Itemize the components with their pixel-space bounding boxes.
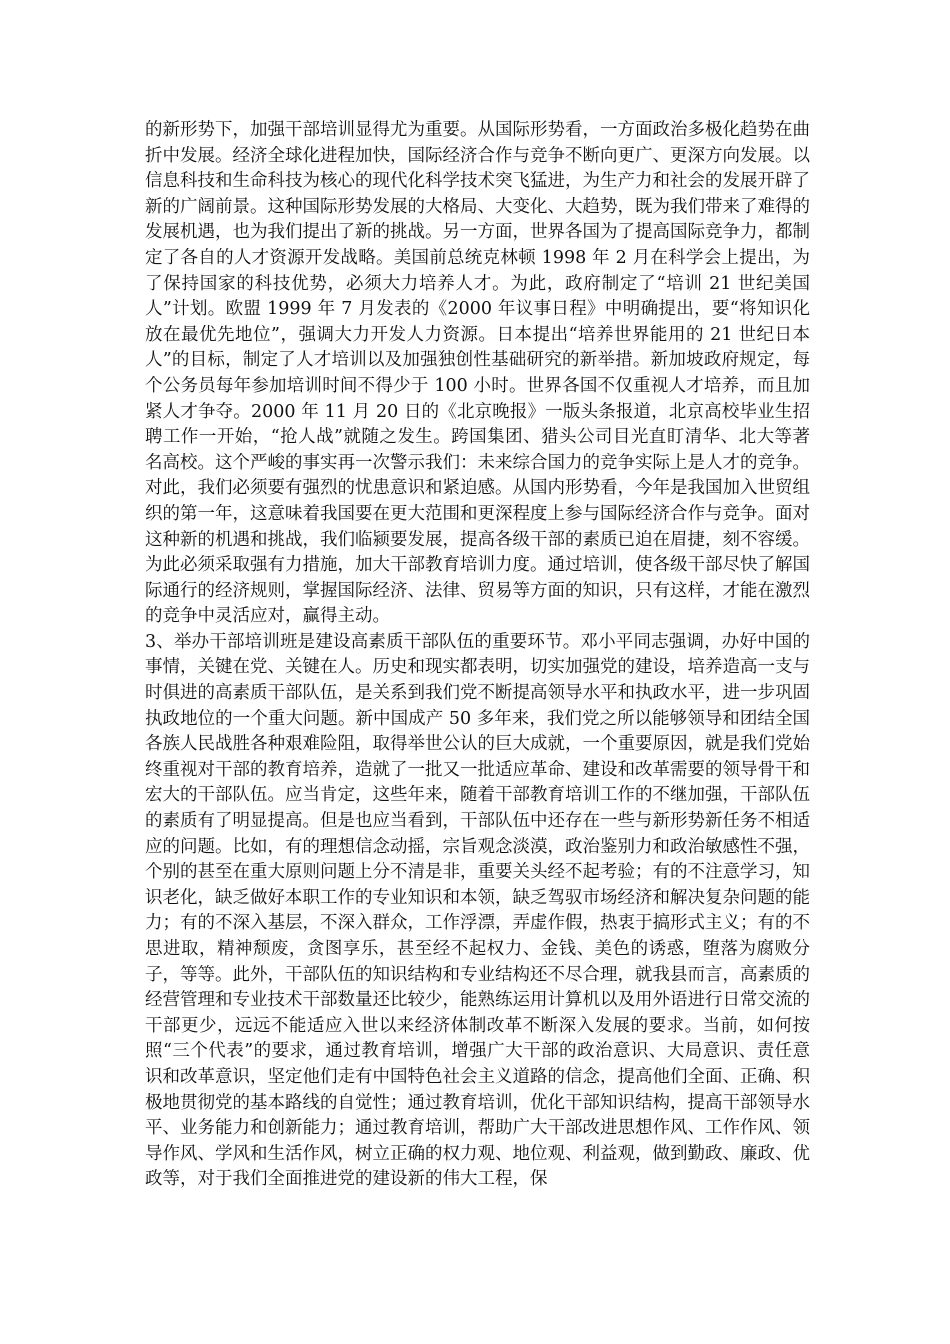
paragraph-international-situation: 的新形势下，加强干部培训显得尤为重要。从国际形势看，一方面政治多极化趋势在曲折中发展。经济全球化进程加快，国际经济合作与竞争不断向更广、更深方向发展。以信息科技和生命科技为核心的现代化科学技术突飞猛进，为生产力和社会的发展开辟了新的广阔前景。这种国际形势发展的大格局、大变化、大趋势，既为我们带来了难得的发展机遇，也为我们提出了新的挑战。另一方面，世界各国为了提高国际竞争力，都制定了各自的人才资源开发战略。美国前总统克林顿 1998 年 2 月在科学会上提出，为了保持国家的科技优势，必须大力培养人才。为此，政府制定了“培训 21 世纪美国人”计划。欧盟 1999 年 7 月发表的《2000 年议事日程》中明确提出，要“将知识化放在最优先地位”，强调大力开发人力资源。日本提出“培养世界能用的 21 世纪日本人”的目标，制定了人才培训以及加强独创性基础研究的新举措。新加坡政府规定，每个公务员每年参加培训时间不得少于 100 小时。世界各国不仅重视人才培养，而且加紧人才争夺。2000 年 11 月 20 日的《北京晚报》一版头条报道，北京高校毕业生招聘工作一开始，“抢人战”就随之发生。跨国集团、猎头公司目光直盯清华、北大等著名高校。这个严峻的事实再一次警示我们：未来综合国力的竞争实际上是人才的竞争。对此，我们必须要有强烈的忧患意识和紧迫感。从国内形势看，今年是我国加入世贸组织的第一年，这意味着我国要在更大范围和更深程度上参与国际经济合作与竞争。面对这种新的机遇和挑战，我们临颍要发展，提高各级干部的素质已迫在眉捷，刻不容缓。为此必须采取强有力措施，加大干部教育培训力度。通过培训，使各级干部尽快了解国际通行的经济规则，掌握国际经济、法律、贸易等方面的知识，只有这样，才能在激烈的竞争中灵活应对，赢得主动。 (145, 120, 810, 627)
body-text (145, 118, 810, 1193)
paragraph-section-3: 3、举办干部培训班是建设高素质干部队伍的重要环节。邓小平同志强调，办好中国的事情，关键在党、关键在人。历史和现实都表明，切实加强党的建设，培养造高一支与时俱进的高素质干部队伍，是关系到我们党不断提高领导水平和执政水平，进一步巩固执政地位的一个重大问题。新中国成产 50 多年来，我们党之所以能够领导和团结全国各族人民战胜各种艰难险阻，取得举世公认的巨大成就，一个重要原因，就是我们党始终重视对干部的教育培养，造就了一批又一批适应革命、建设和改革需要的领导骨干和宏大的干部队伍。应当肯定，这些年来，随着干部教育培训工作的不继加强，干部队伍的素质有了明显提高。但是也应当看到，干部队伍中还存在一些与新形势新任务不相适应的问题。比如，有的理想信念动摇，宗旨观念淡漠，政治鉴别力和政治敏感性不强，个别的甚至在重大原则问题上分不清是非，重要关头经不起考验；有的不注意学习，知识老化，缺乏做好本职工作的专业知识和本领，缺乏驾驭市场经济和解决复杂问题的能力；有的不深入基层，不深入群众，工作浮漂，弄虚作假，热衷于搞形式主义；有的不思进取，精神颓废，贪图享乐，甚至经不起权力、金钱、美色的诱惑，堕落为腐败分子，等等。此外，干部队伍的知识结构和专业结构还不尽合理，就我县而言，高素质的经营管理和专业技术干部数量还比较少，能熟练运用计算机以及用外语进行日常交流的干部更少，远远不能适应入世以来经济体制改革不断深入发展的要求。当前，如何按照“三个代表”的要求，通过教育培训，增强广大干部的政治意识、大局意识、责任意识和改革意识，坚定他们走有中国特色社会主义道路的信念，提高他们全面、正确、积极地贯彻党的基本路线的自觉性；通过教育培训，优化干部知识结构，提高干部领导水平、业务能力和创新能力；通过教育培训，帮助广大干部改进思想作风、工作作风、领导作风、学风和生活作风，树立正确的权力观、地位观、利益观，做到勤政、廉政、优政等，对于我们全面推进党的建设新的伟大工程，保 (145, 631, 810, 1190)
